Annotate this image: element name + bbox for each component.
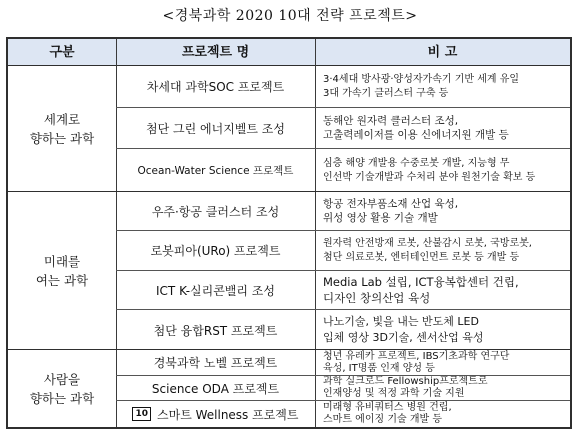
project-remarks [323, 231, 566, 270]
remark-line: 나노기술, 빛을 내는 반도체 LED [323, 315, 479, 328]
project-remarks [323, 271, 566, 309]
remark-line: 스마트 에이징 기술 개발 등 [323, 414, 442, 425]
project-label: 경북과학 노벨 프로젝트 [153, 356, 278, 370]
table-row [116, 350, 570, 376]
project-remarks [323, 192, 566, 230]
remark-line: Media Lab 설립, ICT융복합센터 건립, [323, 275, 519, 289]
project-name [116, 231, 315, 270]
number-badge: 10 [132, 407, 151, 421]
project-remarks [323, 376, 566, 400]
project-remarks [323, 149, 566, 192]
project-name [116, 376, 315, 400]
project-name [116, 66, 315, 107]
group-name [8, 192, 116, 349]
project-remarks [323, 401, 566, 427]
group-name [8, 66, 116, 191]
project-name [116, 310, 315, 350]
project-label: 첨단 융합RST 프로젝트 [153, 323, 278, 338]
group-name-line: 향하는 과학 [29, 390, 95, 406]
remark-line: 고출력레이저를 이용 신에너지원 개발 등 [323, 129, 509, 141]
project-name [116, 108, 315, 148]
project-name [116, 271, 315, 309]
group-name-line: 향하는 과학 [29, 130, 95, 146]
group-name-line: 미래를 [43, 253, 81, 269]
table-row [116, 231, 570, 271]
table-row [116, 376, 570, 401]
table-row [116, 192, 570, 231]
remark-line: 과학 실크로드 Fellowship프로젝트로 [323, 376, 488, 387]
table-row [116, 401, 570, 427]
header-project-name: 프로젝트 명 [181, 45, 250, 60]
group-name-line: 세계로 [43, 111, 81, 127]
project-name [116, 149, 315, 192]
group-row [8, 350, 570, 427]
project-label: 차세대 과학SOC 프로젝트 [146, 80, 285, 94]
project-remarks [323, 108, 566, 148]
header-category: 구분 [49, 45, 75, 60]
project-remarks [323, 310, 566, 350]
project-remarks [323, 350, 566, 375]
header-remarks: 비 고 [427, 45, 458, 60]
project-label: 우주·항공 클러스터 조성 [151, 204, 280, 219]
group-name [8, 350, 116, 427]
group-name-line: 사람을 [43, 371, 81, 387]
remark-line: 동해안 원자력 클러스터 조성, [323, 115, 459, 127]
strategy-table [6, 37, 572, 429]
remark-line: 입체 영상 3D기술, 센서산업 육성 [323, 331, 484, 344]
project-label: 첨단 그린 에너지벨트 조성 [146, 121, 285, 136]
remark-line: 육성, IT명품 인재 양성 등 [323, 362, 435, 374]
table-row [116, 108, 570, 149]
project-remarks [323, 66, 566, 107]
remark-line: 디자인 창의산업 육성 [323, 291, 431, 305]
project-label: ICT K-실리콘밸리 조성 [156, 283, 275, 298]
remark-line: 미래형 유비쿼터스 병원 건립, [323, 402, 452, 413]
table-row [116, 66, 570, 108]
table-row [116, 271, 570, 310]
group-name-line: 여는 과학 [35, 272, 89, 288]
remark-line: 인재양성 및 적정 과학 기술 지원 [323, 388, 465, 399]
group-row [8, 192, 570, 350]
page-title: <경북과학 2020 10대 전략 프로젝트> [162, 8, 418, 24]
table-row [116, 310, 570, 350]
remark-line: 항공 전자부품소재 산업 육성, [323, 198, 459, 210]
remark-line: 첨단 의료로봇, 엔터테인먼트 로봇 등 개발 등 [323, 251, 520, 263]
project-label: Science ODA 프로젝트 [151, 381, 280, 396]
project-label: 스마트 Wellness 프로젝트 [157, 407, 299, 422]
remark-line: 위성 영상 활용 기술 개발 [323, 212, 438, 224]
project-label: 로봇피아(URo) 프로젝트 [150, 244, 281, 258]
remark-line: 3대 가속기 클러스터 구축 등 [323, 87, 449, 99]
project-name [116, 401, 315, 427]
remark-line: 원자력 안전방재 로봇, 산불감시 로봇, 국방로봇, [323, 237, 532, 249]
remark-line: 3·4세대 방사광·양성자가속기 기반 세계 유일 [323, 73, 520, 85]
project-name [116, 350, 315, 375]
remark-line: 청년 유레카 프로젝트, IBS기초과학 연구단 [323, 350, 510, 362]
group-row [8, 66, 570, 192]
table-row [116, 149, 570, 192]
remark-line: 인선박 기술개발과 수처리 분야 원천기술 확보 등 [323, 171, 536, 183]
table-header [8, 39, 570, 66]
remark-line: 심층 해양 개발용 수중로봇 개발, 지능형 무 [323, 157, 510, 169]
project-name [116, 192, 315, 230]
project-label: Ocean-Water Science 프로젝트 [137, 165, 294, 177]
